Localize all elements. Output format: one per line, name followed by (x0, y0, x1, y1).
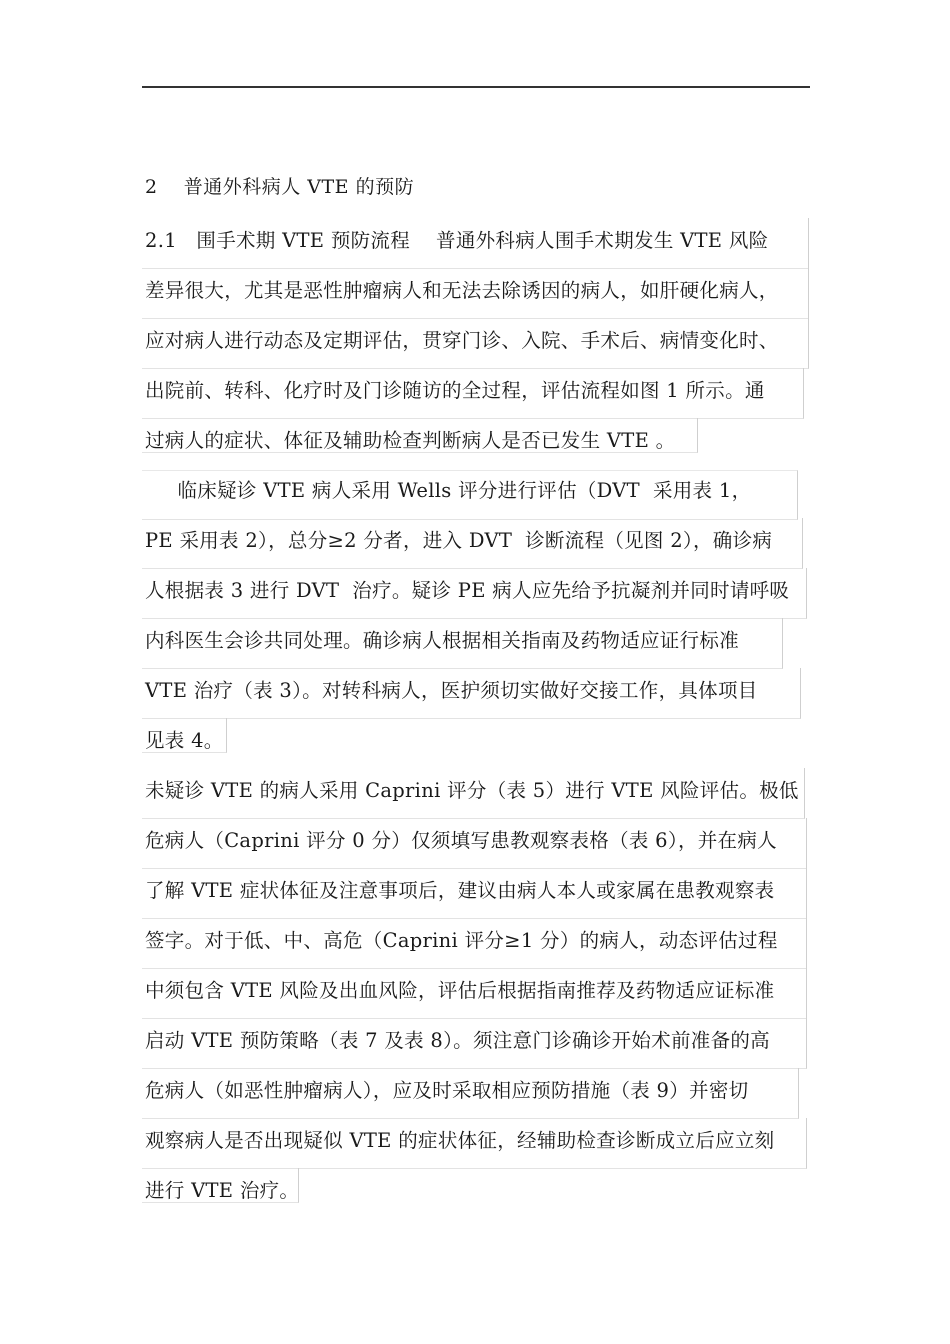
paragraph2-line: 人根据表 3 进行 DVT 治疗。疑诊 PE 病人应先给予抗凝剂并同时请呼吸 (145, 579, 790, 602)
paragraph3-line: 启动 VTE 预防策略（表 7 及表 8）。须注意门诊确诊开始术前准备的高 (145, 1029, 770, 1052)
paragraph2-line: 内科医生会诊共同处理。确诊病人根据相关指南及药物适应证行标准 (145, 629, 740, 652)
paragraph3-line: 危病人（如恶性肿瘤病人），应及时采取相应预防措施（表 9）并密切 (145, 1079, 749, 1102)
paragraph3-line: 进行 VTE 治疗。 (145, 1179, 300, 1202)
paragraph1-line: 2.1 围手术期 VTE 预防流程 普通外科病人围手术期发生 VTE 风险 (145, 229, 769, 252)
paragraph1-line: 差异很大，尤其是恶性肿瘤病人和无法去除诱因的病人，如肝硬化病人， (145, 279, 779, 302)
section-heading: 2 普通外科病人 VTE 的预防 (145, 176, 415, 198)
paragraph3-line: 了解 VTE 症状体征及注意事项后，建议由病人本人或家属在患教观察表 (145, 879, 775, 902)
paragraph1-line: 过病人的症状、体征及辅助检查判断病人是否已发生 VTE 。 (145, 429, 676, 452)
paragraph1-line: 出院前、转科、化疗时及门诊随访的全过程，评估流程如图 1 所示。通 (145, 379, 765, 402)
paragraph2-line: PE 采用表 2），总分≥2 分者，进入 DVT 诊断流程（见图 2），确诊病 (145, 529, 773, 552)
paragraph3-line: 观察病人是否出现疑似 VTE 的症状体征，经辅助检查诊断成立后应立刻 (145, 1129, 775, 1152)
paragraph2-line: 临床疑诊 VTE 病人采用 Wells 评分进行评估（DVT 采用表 1， (145, 479, 752, 502)
paragraph2-line: 见表 4。 (145, 729, 224, 752)
header-rule (142, 86, 810, 88)
paragraph3-line: 危病人（Caprini 评分 0 分）仅须填写患教观察表格（表 6），并在病人 (145, 829, 777, 852)
paragraph1-line: 应对病人进行动态及定期评估，贯穿门诊、入院、手术后、病情变化时、 (145, 329, 779, 352)
paragraph3-line: 签字。对于低、中、高危（Caprini 评分≥1 分）的病人，动态评估过程 (145, 929, 778, 952)
paragraph3-line: 中须包含 VTE 风险及出血风险，评估后根据指南推荐及药物适应证标准 (145, 979, 775, 1002)
paragraph2-line: VTE 治疗（表 3）。对转科病人，医护须切实做好交接工作，具体项目 (145, 679, 758, 702)
paragraph3-line: 未疑诊 VTE 的病人采用 Caprini 评分（表 5）进行 VTE 风险评估。极低 (145, 779, 799, 802)
